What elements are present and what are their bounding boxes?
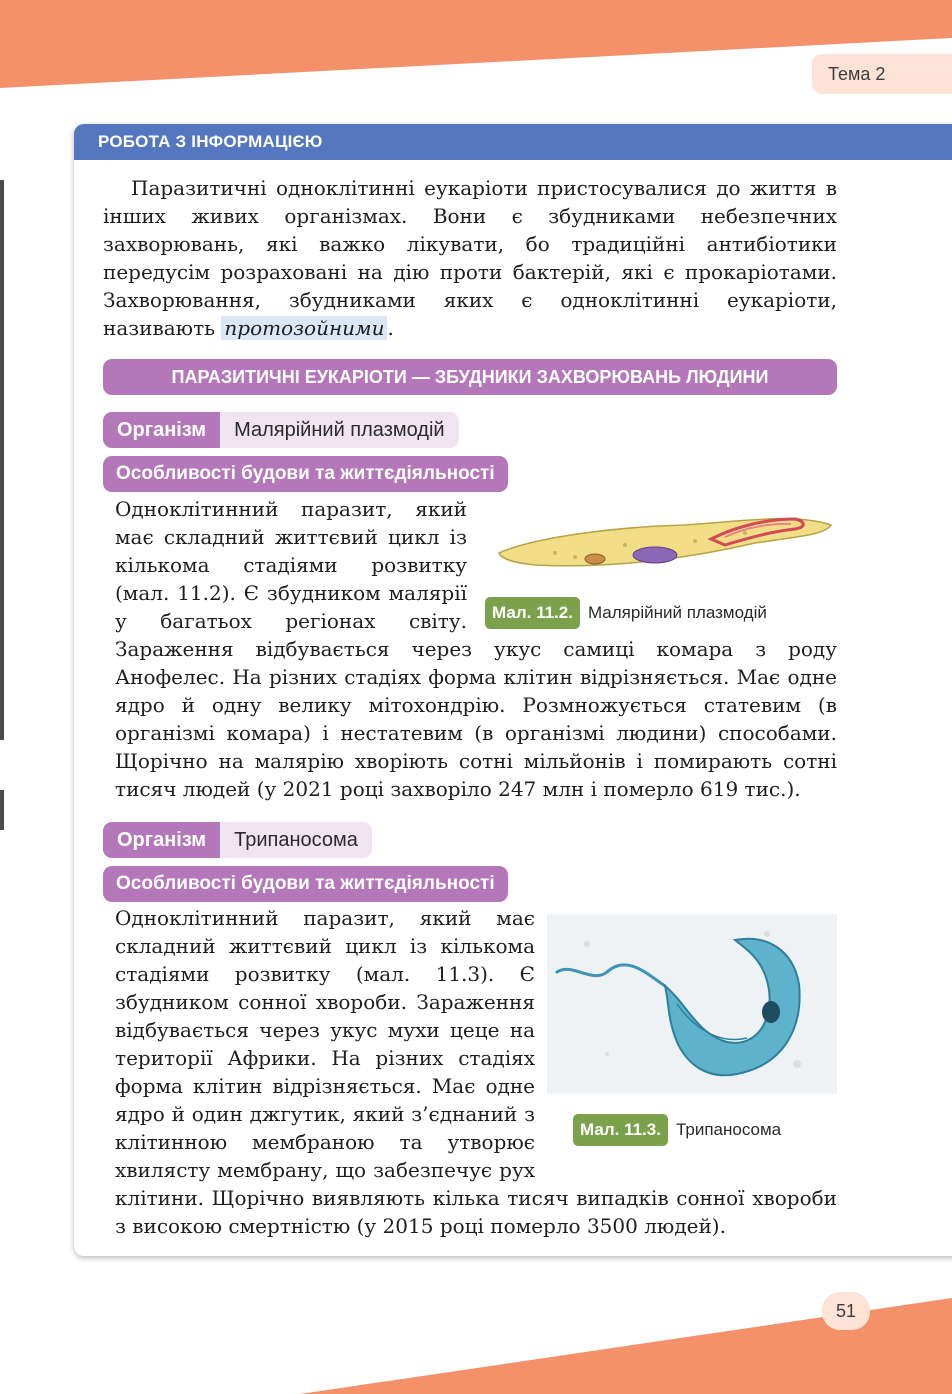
figure-trypanosoma — [547, 914, 837, 1162]
topic-label: Тема 2 — [828, 63, 886, 84]
organism-row-trypanosoma — [103, 822, 372, 858]
figure-plasmodium — [485, 497, 837, 625]
section-title: ПАРАЗИТИЧНІ ЕУКАРІОТИ — ЗБУДНИКИ ЗАХВОРЮВАНЬ ЛЮДИНИ — [171, 366, 769, 387]
intro-end: . — [387, 316, 394, 340]
figure-caption: Трипаносома — [675, 1120, 782, 1139]
organism-row-plasmodium — [103, 412, 459, 448]
left-edge-mark — [0, 180, 4, 740]
page-number-badge — [822, 1292, 870, 1330]
page-number: 51 — [835, 1300, 857, 1321]
left-edge-mark — [0, 790, 4, 830]
intro-text: Паразитичні одноклітинні еукаріоти пристосувалися до життя в інших живих організмах. Вони є збудниками небезпечних захворювань, які важко лікувати, бо традиційні антибіотики передусім розраховані на дію проти бактерій, які є прокаріотами. Захворювання, збудниками яких є одноклітинні еукаріоти, називають — [103, 176, 837, 340]
figure-caption-trypanosoma — [573, 1114, 837, 1146]
intro-term: протозойними — [221, 316, 387, 340]
features-tab-plasmodium — [103, 456, 508, 492]
organism-name: Малярійний плазмодій — [220, 412, 458, 448]
description-trypanosoma — [115, 904, 837, 1240]
figure-label: Мал. 11.3. — [573, 1114, 668, 1146]
features-label: Особливості будови та життєдіяльності — [116, 463, 495, 484]
intro-paragraph — [103, 174, 837, 342]
trypanosoma-micrograph-icon — [547, 914, 837, 1094]
features-label: Особливості будови та життєдіяльності — [116, 873, 495, 894]
description-text: Одноклітинний паразит, який має складний життєвий цикл із кількома стадіями розвитку (мал. 11.2). Є збудником малярії у багатьох регіонах світу. Зараження відбувається через укус самиці комара з роду Анофелес. На різних стадіях форма клітин відрізняється. Має одне ядро й одну велику мітохондрію. Розмножується статевим (в організмі комара) і нестатевим (в організмі людини) способами. Щорічно на малярію хворіють сотні мільйонів і помирають сотні тисяч людей (у 2021 році захворіло 247 млн і померло 619 тис.). — [115, 497, 837, 801]
top-decor-band — [0, 0, 952, 120]
organism-label: Організм — [103, 412, 220, 448]
topic-tab — [812, 54, 952, 94]
figure-label: Мал. 11.2. — [485, 597, 580, 629]
figure-caption-plasmodium — [485, 597, 837, 629]
bottom-decor-band — [0, 1274, 952, 1394]
section-title-bar — [103, 359, 837, 395]
figure-caption: Малярійний плазмодій — [587, 603, 767, 622]
card-header — [74, 124, 952, 160]
organism-label: Організм — [103, 822, 220, 858]
description-plasmodium — [115, 495, 837, 803]
card-title: РОБОТА З ІНФОРМАЦІЄЮ — [98, 132, 323, 151]
description-text: Одноклітинний паразит, який має складний життєвий цикл із кількома стадіями розвитку (мал. 11.3). Є збудником сонної хвороби. Зараження відбувається через укус мухи цеце на території Африки. На різних стадіях форма клітин відрізняється. Має одне ядро й один джгутик, який з’єднаний з клітинною мембраною та утворює хвилясту мембрану, що забезпечує рух клітини. Щорічно виявляють кілька тисяч випадків сонної хвороби з високою смертністю (у 2015 році померло 3500 людей). — [115, 906, 837, 1238]
organism-name: Трипаносома — [220, 822, 372, 858]
plasmodium-cell-illustration-icon — [495, 497, 835, 581]
features-tab-trypanosoma — [103, 866, 508, 902]
